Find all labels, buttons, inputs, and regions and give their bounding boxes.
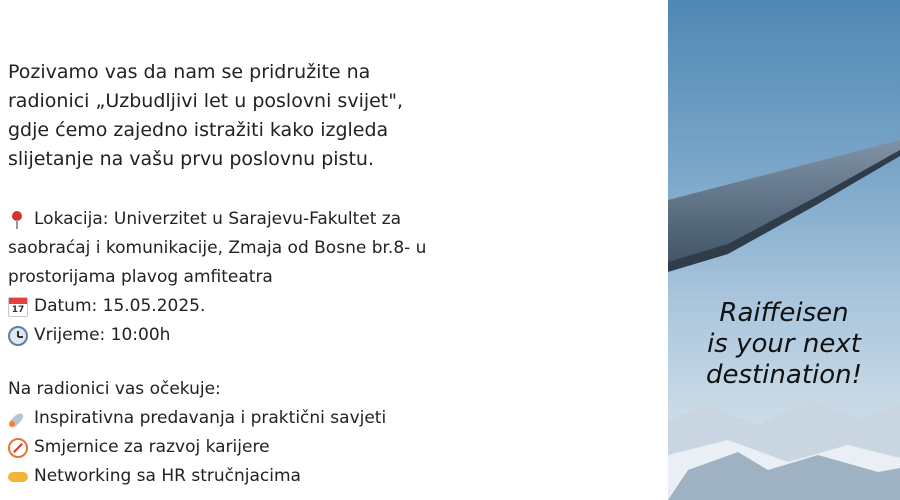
time-info bbox=[8, 321, 508, 350]
slogan-line: Raiffeisen bbox=[719, 298, 849, 328]
airplane-banner bbox=[668, 0, 900, 500]
location-line bbox=[8, 205, 508, 234]
event-details bbox=[8, 205, 508, 491]
location-text-3: prostorijama plavog amfiteatra bbox=[8, 267, 273, 287]
banner-slogan bbox=[668, 298, 900, 391]
slogan-line: destination! bbox=[705, 360, 863, 390]
pin-icon bbox=[8, 210, 28, 230]
rocket-icon bbox=[8, 409, 28, 429]
intro-line: Pozivamo vas da nam se pridružite na bbox=[8, 61, 371, 83]
calendar-day: 17 bbox=[11, 304, 25, 315]
intro-line: gdje ćemo zajedno istražiti kako izgleda bbox=[8, 119, 389, 141]
agenda-item-text: Networking sa HR stručnjacima bbox=[34, 466, 301, 486]
intro-line: radionici „Uzbudljivi let u poslovni svijet", bbox=[8, 90, 404, 112]
agenda-item-text: Smjernice za razvoj karijere bbox=[34, 437, 270, 457]
location-text-2: saobraćaj i komunikacije, Zmaja od Bosne br.8- u bbox=[8, 238, 427, 258]
date-info bbox=[8, 292, 508, 321]
location-text-1: Lokacija: Univerzitet u Sarajevu-Fakultet za bbox=[34, 209, 402, 229]
date-text: Datum: 15.05.2025. bbox=[34, 296, 206, 316]
agenda-item bbox=[8, 433, 508, 462]
location-info bbox=[8, 205, 508, 292]
invitation-text bbox=[8, 58, 508, 491]
time-text: Vrijeme: 10:00h bbox=[34, 325, 171, 345]
agenda-heading: Na radionici vas očekuje: bbox=[8, 379, 221, 399]
compass-icon bbox=[8, 438, 28, 458]
calendar-icon bbox=[8, 297, 28, 317]
agenda-item bbox=[8, 404, 508, 433]
airplane-wing-illustration bbox=[668, 0, 900, 500]
agenda-item-text: Inspirativna predavanja i praktični savjeti bbox=[34, 408, 387, 428]
intro-line: slijetanje na vašu prvu poslovnu pistu. bbox=[8, 148, 374, 170]
handshake-icon bbox=[8, 467, 28, 487]
intro-paragraph bbox=[8, 58, 508, 174]
agenda-item bbox=[8, 462, 508, 491]
clock-icon bbox=[8, 326, 28, 346]
slogan-line: is your next bbox=[707, 329, 861, 359]
